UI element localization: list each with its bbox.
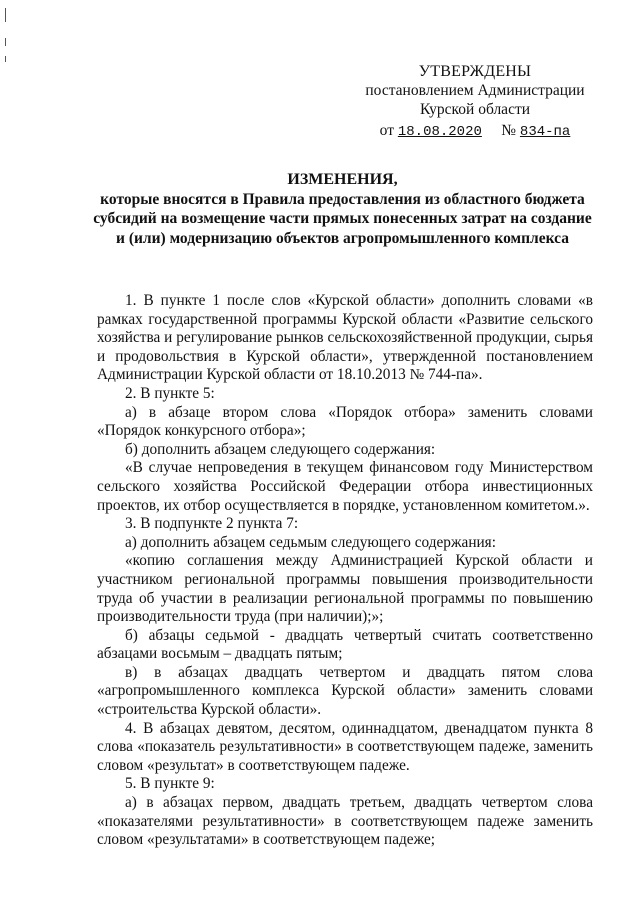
paragraph: а) в абзаце втором слова «Порядок отбора» заменить словами «Порядок конкурсного отбора»; <box>97 403 593 440</box>
approval-line1: постановлением Администрации <box>365 82 585 99</box>
paragraph: 2. В пункте 5: <box>125 384 215 402</box>
paragraph: а) в абзацах первом, двадцать третьем, двадцать четвертом слова «показателями результативности» в соответствующем падеже заменить словом «результатами» в соответствующем падеже; <box>97 794 593 849</box>
number-prefix: № <box>501 122 517 139</box>
approval-date: 18.08.2020 <box>397 124 482 140</box>
date-prefix: от <box>379 122 394 139</box>
approval-title: УТВЕРЖДЕНЫ <box>418 63 532 80</box>
paragraph: «В случае непроведения в текущем финансовом году Министерством сельского хозяйства Российской Федерации отбора инвестиционных проектов, их отбор осуществляется в порядке, установленном комитетом.». <box>97 459 593 514</box>
paragraph: 4. В абзацах девятом, десятом, одиннадцатом, двенадцатом пункта 8 слова «показатель результативности» в соответствующем падеже, заменить словом «результат» в соответствующем падеже. <box>97 719 593 774</box>
paragraph: 3. В подпункте 2 пункта 7: <box>125 515 299 533</box>
paragraph: 5. В пункте 9: <box>125 775 215 793</box>
paragraph: б) абзацы седьмой - двадцать четвертый считать соответственно абзацами восьмым – двадцать пятым; <box>97 626 593 663</box>
document-body <box>97 292 593 850</box>
approval-block <box>360 62 590 142</box>
paragraph: а) дополнить абзацем седьмым следующего содержания: <box>125 533 496 551</box>
approval-line2: Курской области <box>419 101 531 118</box>
approval-date-line <box>360 121 590 142</box>
scan-margin-mark <box>5 38 6 46</box>
paragraph: «копию соглашения между Администрацией Курской области и участником региональной программы повышения производительности труда об участии в реализации региональной программы по повышению производительности труда (при наличии);»; <box>97 552 593 626</box>
document-heading <box>90 170 595 248</box>
paragraph: б) дополнить абзацем следующего содержания: <box>125 440 436 458</box>
scan-margin-mark <box>5 8 6 22</box>
paragraph: в) в абзацах двадцать четвертом и двадцать пятом слова «агропромышленного комплекса Курской области» заменить словами «строительства Курской области». <box>97 663 593 719</box>
approval-number: 834-па <box>519 124 571 140</box>
scan-margin-mark <box>5 56 6 62</box>
paragraph: 1. В пункте 1 после слов «Курской области» дополнить словами «в рамках государственной программы Курской области «Развитие сельского хозяйства и регулирование рынков сельскохозяйственной продукции, сырья и продовольствия в Курской области», утвержденной постановлением Администрации Курской области от 18.10.2013 № 744-па». <box>97 292 593 384</box>
heading-subtitle: которые вносятся в Правила предоставления из областного бюджета субсидий на возмещение части прямых понесенных затрат на создание и (или) модернизацию объектов агропромышленного комплекса <box>93 190 592 247</box>
heading-title: ИЗМЕНЕНИЯ, <box>287 171 398 188</box>
